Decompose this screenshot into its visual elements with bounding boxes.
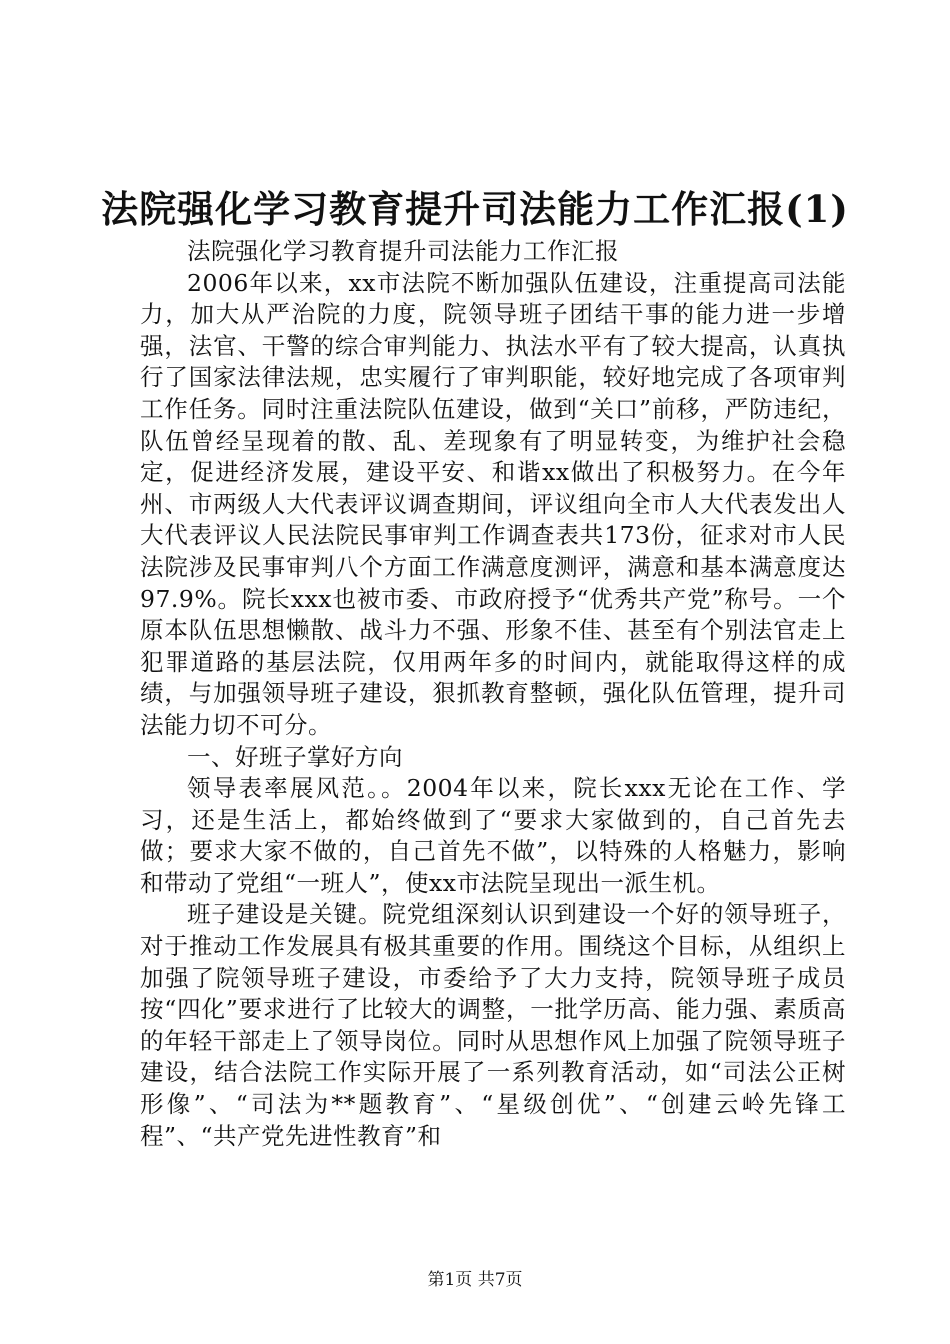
document-body xyxy=(140,236,846,1152)
body-paragraph: 领导表率展风范。。2004年以来，院长xxx无论在工作、学习，还是生活上，都始终做到了“要求大家做到的，自己首先去做；要求大家不做的，自己首先不做”，以特殊的人格魅力，影响和带动了党组“一班人”，使xx市法院呈现出一派生机。 xyxy=(140,774,846,897)
document-title: 法院强化学习教育提升司法能力工作汇报(1) xyxy=(101,187,849,231)
page-footer xyxy=(0,1268,950,1292)
subtitle-paragraph: 法院强化学习教育提升司法能力工作汇报 xyxy=(187,237,619,265)
body-paragraph: 2006年以来，xx市法院不断加强队伍建设，注重提高司法能力，加大从严治院的力度，院领导班子团结干事的能力进一步增强，法官、干警的综合审判能力、执法水平有了较大提高，认真执行了国家法律法规，忠实履行了审判职能，较好地完成了各项审判工作任务。同时注重法院队伍建设，做到“关口”前移，严防违纪，队伍曾经呈现着的散、乱、差现象有了明显转变，为维护社会稳定，促进经济发展，建设平安、和谐xx做出了积极努力。在今年州、市两级人大代表评议调查期间，评议组向全市人大代表发出人大代表评议人民法院民事审判工作调查表共173份，征求对市人民法院涉及民事审判八个方面工作满意度测评，满意和基本满意度达97.9%。院长xxx也被市委、市政府授予“优秀共产党”称号。一个原本队伍思想懒散、战斗力不强、形象不佳、甚至有个别法官走上犯罪道路的基层法院，仅用两年多的时间内，就能取得这样的成绩，与加强领导班子建设，狠抓教育整顿，强化队伍管理，提升司法能力切不可分。 xyxy=(140,268,846,739)
page-number: 第1页 共7页 xyxy=(427,1270,523,1290)
section-heading: 一、好班子掌好方向 xyxy=(187,742,403,771)
body-paragraph: 班子建设是关键。院党组深刻认识到建设一个好的领导班子，对于推动工作发展具有极其重要的作用。围绕这个目标，从组织上加强了院领导班子建设，市委给予了大力支持，院领导班子成员按“四化”要求进行了比较大的调整，一批学历高、能力强、素质高的年轻干部走上了领导岗位。同时从思想作风上加强了院领导班子建设，结合法院工作实际开展了一系列教育活动，如“司法公正树形像”、“司法为**题教育”、“星级创优”、“创建云岭先锋工程”、“共产党先进性教育”和 xyxy=(140,900,846,1150)
